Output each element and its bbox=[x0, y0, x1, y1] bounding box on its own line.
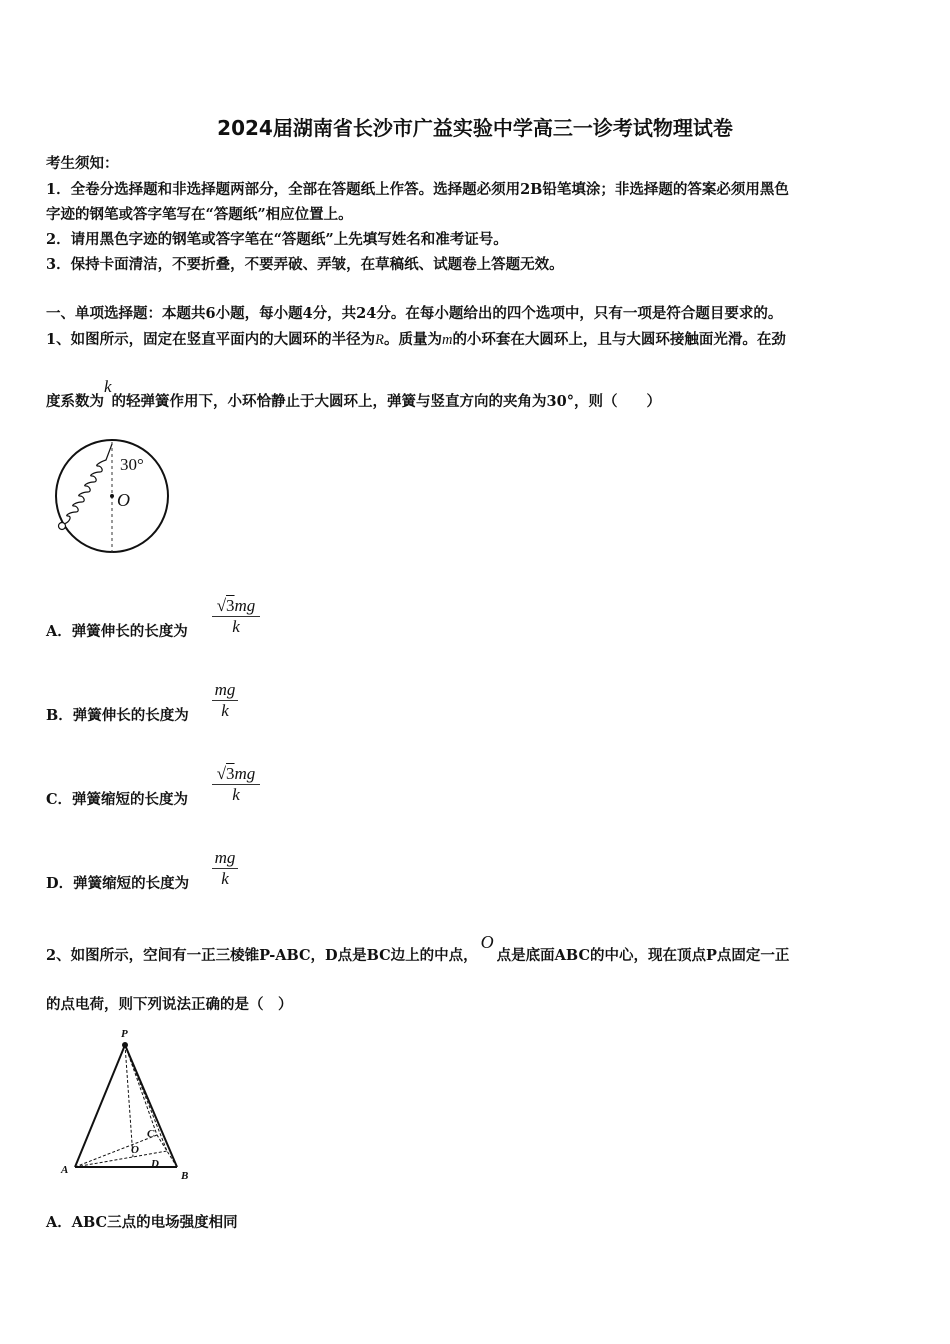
notice-item-3: 3．保持卡面清洁，不要折叠，不要弄破、弄皱，在草稿纸、试题卷上答题无效。 bbox=[46, 256, 564, 273]
denominator: k bbox=[221, 869, 229, 888]
label-D: D bbox=[151, 1158, 159, 1170]
q1-option-d: D．弹簧缩短的长度为 bbox=[46, 875, 190, 892]
q1-stem-line2 bbox=[46, 377, 661, 411]
center-label: O bbox=[117, 490, 130, 510]
radicand: 3 bbox=[226, 596, 235, 615]
q2-text-a: 2、如图所示，空间有一正三棱锥P-ABC，D点是BC边上的中点， bbox=[46, 947, 478, 964]
notice-item-1: 1．全卷分选择题和非选择题两部分，全部在答题纸上作答。选择题必须用2B铅笔填涂；非选择题的答案必须用黑色 bbox=[46, 181, 789, 198]
q1-option-c: C．弹簧缩短的长度为 bbox=[46, 791, 189, 808]
q1-text-b: 。质量为 bbox=[383, 331, 442, 348]
page-title: 2024届湖南省长沙市广益实验中学高三一诊考试物理试卷 bbox=[217, 116, 733, 140]
edge-AC bbox=[75, 1135, 157, 1167]
option-d-fraction bbox=[212, 848, 238, 889]
q2-stem-line2: 的点电荷，则下列说法正确的是（ ） bbox=[46, 996, 293, 1013]
var-R: R bbox=[375, 332, 384, 348]
angle-label: 30° bbox=[120, 455, 144, 474]
numerator-rest: mg bbox=[234, 596, 256, 615]
q1-circle-spring-figure bbox=[50, 438, 175, 560]
q1-text-d: 度系数为 bbox=[46, 393, 104, 410]
numerator: mg bbox=[214, 848, 236, 867]
q1-text-a: 1、如图所示，固定在竖直平面内的大圆环的半径为 bbox=[46, 331, 376, 348]
var-m: m bbox=[441, 332, 453, 348]
denominator: k bbox=[232, 617, 240, 636]
center-dot bbox=[110, 494, 114, 498]
q1-option-a: A．弹簧伸长的长度为 bbox=[46, 623, 188, 640]
sqrt-sign: √ bbox=[216, 764, 227, 783]
q2-text-b: 点是底面ABC的中心，现在顶点P点固定一正 bbox=[496, 947, 790, 964]
label-A: A bbox=[61, 1164, 69, 1176]
option-a-fraction bbox=[212, 596, 260, 637]
numerator: mg bbox=[214, 680, 236, 699]
q2-pyramid-figure bbox=[55, 1025, 200, 1185]
notice-item-1-cont: 字迹的钢笔或答字笔写在“答题纸”相应位置上。 bbox=[46, 206, 353, 223]
edge-PA bbox=[75, 1045, 125, 1167]
q1-stem-line1 bbox=[46, 328, 786, 349]
q1-text-e: 的轻弹簧作用下，小环恰静止于大圆环上，弹簧与竖直方向的夹角为30°，则（ ） bbox=[111, 393, 661, 410]
q2-option-a: A．ABC三点的电场强度相同 bbox=[46, 1214, 238, 1231]
label-B: B bbox=[181, 1170, 189, 1182]
section-heading: 一、单项选择题：本题共6小题，每小题4分，共24分。在每小题给出的四个选项中，只有一项是符合题目要求的。 bbox=[46, 305, 783, 322]
radicand: 3 bbox=[226, 764, 235, 783]
denominator: k bbox=[221, 701, 229, 720]
q2-stem-line1 bbox=[46, 932, 790, 965]
vertex-P-dot bbox=[122, 1042, 128, 1048]
label-C: C bbox=[147, 1128, 155, 1140]
notice-item-2: 2．请用黑色字迹的钢笔或答字笔在“答题纸”上先填写姓名和准考证号。 bbox=[46, 231, 508, 248]
q1-text-c: 的小环套在大圆环上，且与大圆环接触面光滑。在劲 bbox=[452, 331, 786, 348]
label-P: P bbox=[121, 1028, 128, 1040]
q1-option-b: B．弹簧伸长的长度为 bbox=[46, 707, 189, 724]
spring-coil bbox=[64, 444, 112, 524]
var-O: O bbox=[480, 932, 494, 952]
small-ring bbox=[59, 523, 66, 530]
notice-heading: 考生须知： bbox=[46, 155, 119, 172]
option-b-fraction bbox=[212, 680, 238, 721]
label-O: O bbox=[131, 1144, 139, 1156]
var-k: k bbox=[104, 377, 112, 396]
sqrt-sign: √ bbox=[216, 596, 227, 615]
option-c-fraction bbox=[212, 764, 260, 805]
denominator: k bbox=[232, 785, 240, 804]
numerator-rest: mg bbox=[234, 764, 256, 783]
